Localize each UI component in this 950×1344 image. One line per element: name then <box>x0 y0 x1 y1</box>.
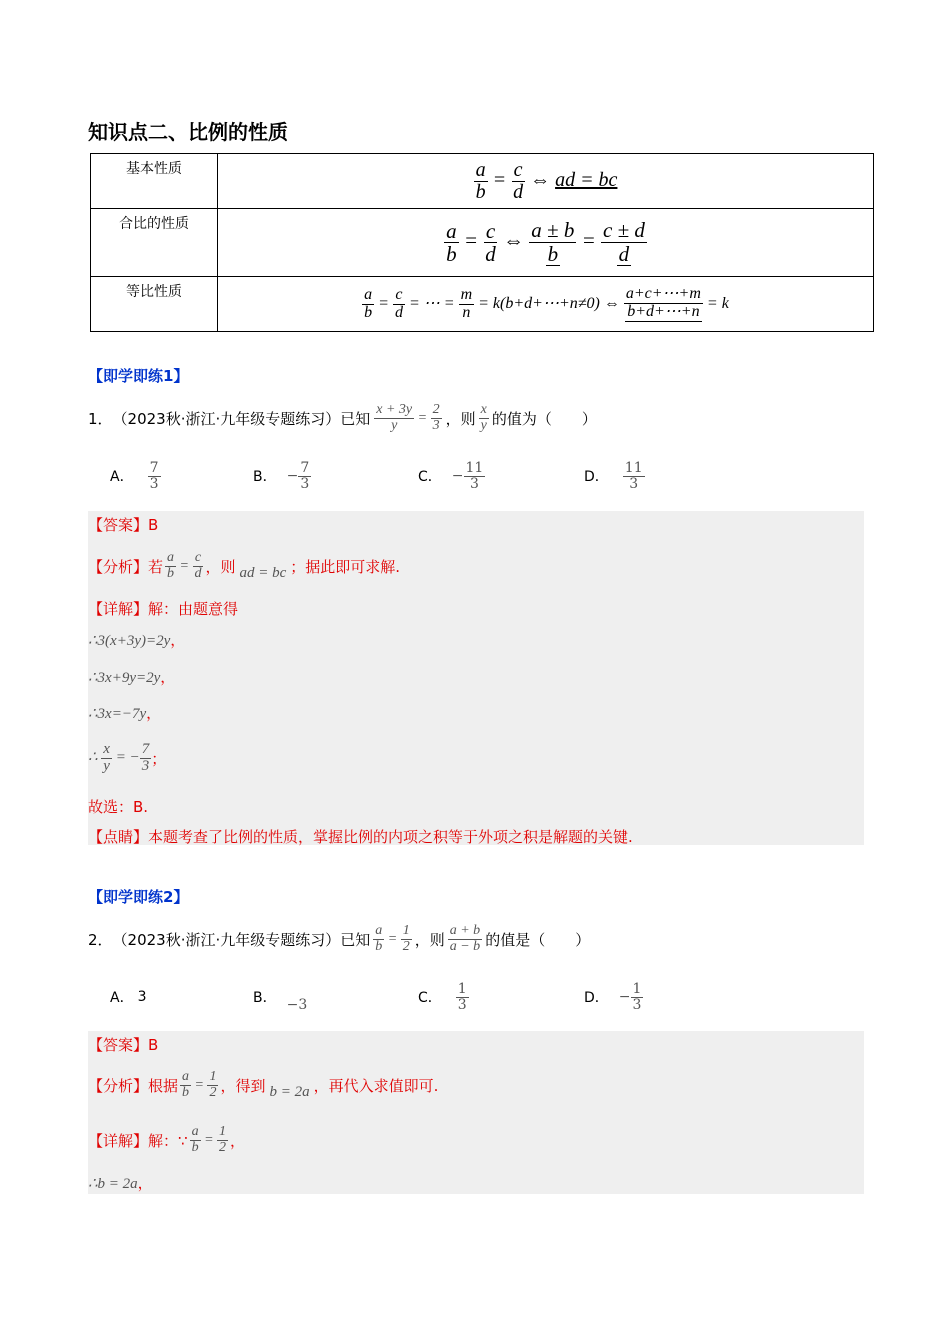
practice-header: 【即学即练2】 <box>88 888 189 906</box>
analysis-text: 根据 <box>148 1076 179 1095</box>
step-expr: ∴3x=−7y <box>88 706 147 722</box>
step-end: ， <box>170 631 186 649</box>
section-title: 知识点二、比例的性质 <box>88 120 288 144</box>
detail-tag: 【详解】 <box>88 600 149 618</box>
step-expr: ∴ $\frac{x}{y}$ = − $\frac{7}{3}$ <box>88 740 150 774</box>
choice-value: $\frac{11}{3}$ <box>624 459 643 492</box>
question-text: ，则 <box>445 409 476 428</box>
question-given: $\frac{a}{b}$ = $\frac{1}{2}$ <box>375 922 410 954</box>
choice-c[interactable] <box>418 455 485 497</box>
step-end: ， <box>137 1174 153 1192</box>
analysis-result: ad = bc <box>239 564 287 581</box>
analysis-result: b = 2a <box>269 1083 310 1100</box>
question-text: 的值是（ ） <box>485 930 591 949</box>
answer-line <box>88 1034 158 1055</box>
choice-letter: B． <box>253 990 277 1006</box>
analysis-line <box>88 1064 438 1106</box>
choice-value: − $\frac{1}{3}$ <box>618 980 642 1013</box>
question-number: 2． <box>88 930 113 949</box>
properties-table <box>90 153 874 332</box>
property-formula: $\frac{a}{b}$ = $\frac{c}{d}$ = ⋯ = $\frac{m}{n}$ = k(b+d+⋯+n≠0) ⇔ $\frac{a+c+\cdots+m}{b+d+\cdots+n}$ = k <box>218 277 874 332</box>
choice-letter: C． <box>418 469 442 485</box>
detail-text: ， <box>230 1131 246 1150</box>
question-expr: $\frac{a + b}{a - b}$ <box>449 922 481 954</box>
practice-header: 【即学即练1】 <box>88 367 189 385</box>
question-text: ，则 <box>414 930 445 949</box>
choice-letter: B． <box>253 469 277 485</box>
choice-value: $\frac{1}{3}$ <box>457 980 467 1013</box>
choice-letter: D． <box>584 469 609 485</box>
step-end: ， <box>160 668 176 686</box>
answer-tag: 【答案】 <box>88 1036 149 1054</box>
step-expr: ∴3(x+3y)=2y <box>88 633 171 649</box>
property-row-sum <box>91 209 874 277</box>
answer-line <box>88 514 158 535</box>
detail-text: 解：由题意得 <box>148 600 239 618</box>
choice-a[interactable] <box>110 455 161 497</box>
comment-tag: 【点睛】 <box>88 828 149 846</box>
answer-value: B <box>148 516 159 534</box>
choice-value: −3 <box>286 997 308 1013</box>
choice-letter: C． <box>418 990 442 1006</box>
choice-value: 3 <box>137 989 147 1005</box>
analysis-tag: 【分析】 <box>88 557 149 576</box>
comment-text: 本题考查了比例的性质，掌握比例的内项之积等于外项之积是解题的关键. <box>148 828 633 846</box>
analysis-text: ，则 <box>205 557 236 576</box>
solution-step <box>88 666 175 687</box>
property-formula: $\frac{a}{b}$ = $\frac{c}{d}$ ⇔ ad = bc <box>218 154 874 209</box>
property-row-basic <box>91 154 874 209</box>
analysis-text: ；据此即可求解. <box>290 557 401 576</box>
conclusion: 故选：B. <box>88 798 149 816</box>
question-2 <box>88 917 590 961</box>
question-expr: $\frac{x}{y}$ <box>480 401 487 433</box>
choice-c[interactable] <box>418 976 469 1018</box>
property-label: 基本性质 <box>91 154 218 209</box>
property-row-equal-ratio <box>91 277 874 332</box>
detail-line <box>88 598 238 619</box>
answer-tag: 【答案】 <box>88 516 149 534</box>
choice-value: $\frac{7}{3}$ <box>149 459 159 492</box>
solution-step <box>88 736 166 780</box>
question-given: $\frac{x + 3y}{y}$ = $\frac{2}{3}$ <box>376 401 440 433</box>
solution-step <box>88 702 161 723</box>
property-label: 合比的性质 <box>91 209 218 277</box>
choice-b[interactable] <box>253 455 311 497</box>
property-formula: $\frac{a}{b}$ = $\frac{c}{d}$ ⇔ $\frac{a \pm b}{b}$ = $\frac{c \pm d}{d}$ <box>218 209 874 277</box>
comment-line <box>88 826 633 847</box>
detail-given: $\frac{a}{b}$ = $\frac{1}{2}$ <box>191 1123 227 1155</box>
analysis-text: 若 <box>148 557 164 576</box>
choice-value: − $\frac{7}{3}$ <box>286 459 310 492</box>
question-number: 1． <box>88 409 113 428</box>
question-1 <box>88 396 597 440</box>
step-expr: ∴3x+9y=2y <box>88 670 161 686</box>
choice-letter: A． <box>110 990 134 1006</box>
analysis-given: $\frac{a}{b}$ = $\frac{c}{d}$ <box>167 549 202 581</box>
step-end: ； <box>151 749 167 768</box>
step-expr: ∴b = 2a <box>88 1176 138 1192</box>
solution-step <box>88 629 185 650</box>
detail-text: 解：∵ <box>148 1131 188 1150</box>
choice-letter: A． <box>110 469 134 485</box>
choice-d[interactable] <box>584 455 645 497</box>
choice-b[interactable] <box>253 976 307 1018</box>
analysis-text: ，再代入求值即可. <box>313 1076 439 1095</box>
step-end: ， <box>146 704 162 722</box>
choice-value: − $\frac{11}{3}$ <box>451 459 484 492</box>
analysis-tag: 【分析】 <box>88 1076 149 1095</box>
solution-step <box>88 1172 153 1193</box>
question-text: 的值为（ ） <box>491 409 597 428</box>
analysis-given: $\frac{a}{b}$ = $\frac{1}{2}$ <box>182 1068 217 1100</box>
solution-box-2 <box>88 1031 864 1194</box>
analysis-text: ，得到 <box>220 1076 266 1095</box>
analysis-line <box>88 546 400 586</box>
answer-value: B <box>148 1036 159 1054</box>
choice-letter: D． <box>584 990 609 1006</box>
choice-a[interactable] <box>110 976 147 1018</box>
choice-d[interactable] <box>584 976 643 1018</box>
detail-line <box>88 1119 245 1161</box>
property-label: 等比性质 <box>91 277 218 332</box>
detail-tag: 【详解】 <box>88 1131 149 1150</box>
question-source: （2023秋·浙江·九年级专题练习）已知 <box>112 930 371 949</box>
question-source: （2023秋·浙江·九年级专题练习）已知 <box>112 409 371 428</box>
